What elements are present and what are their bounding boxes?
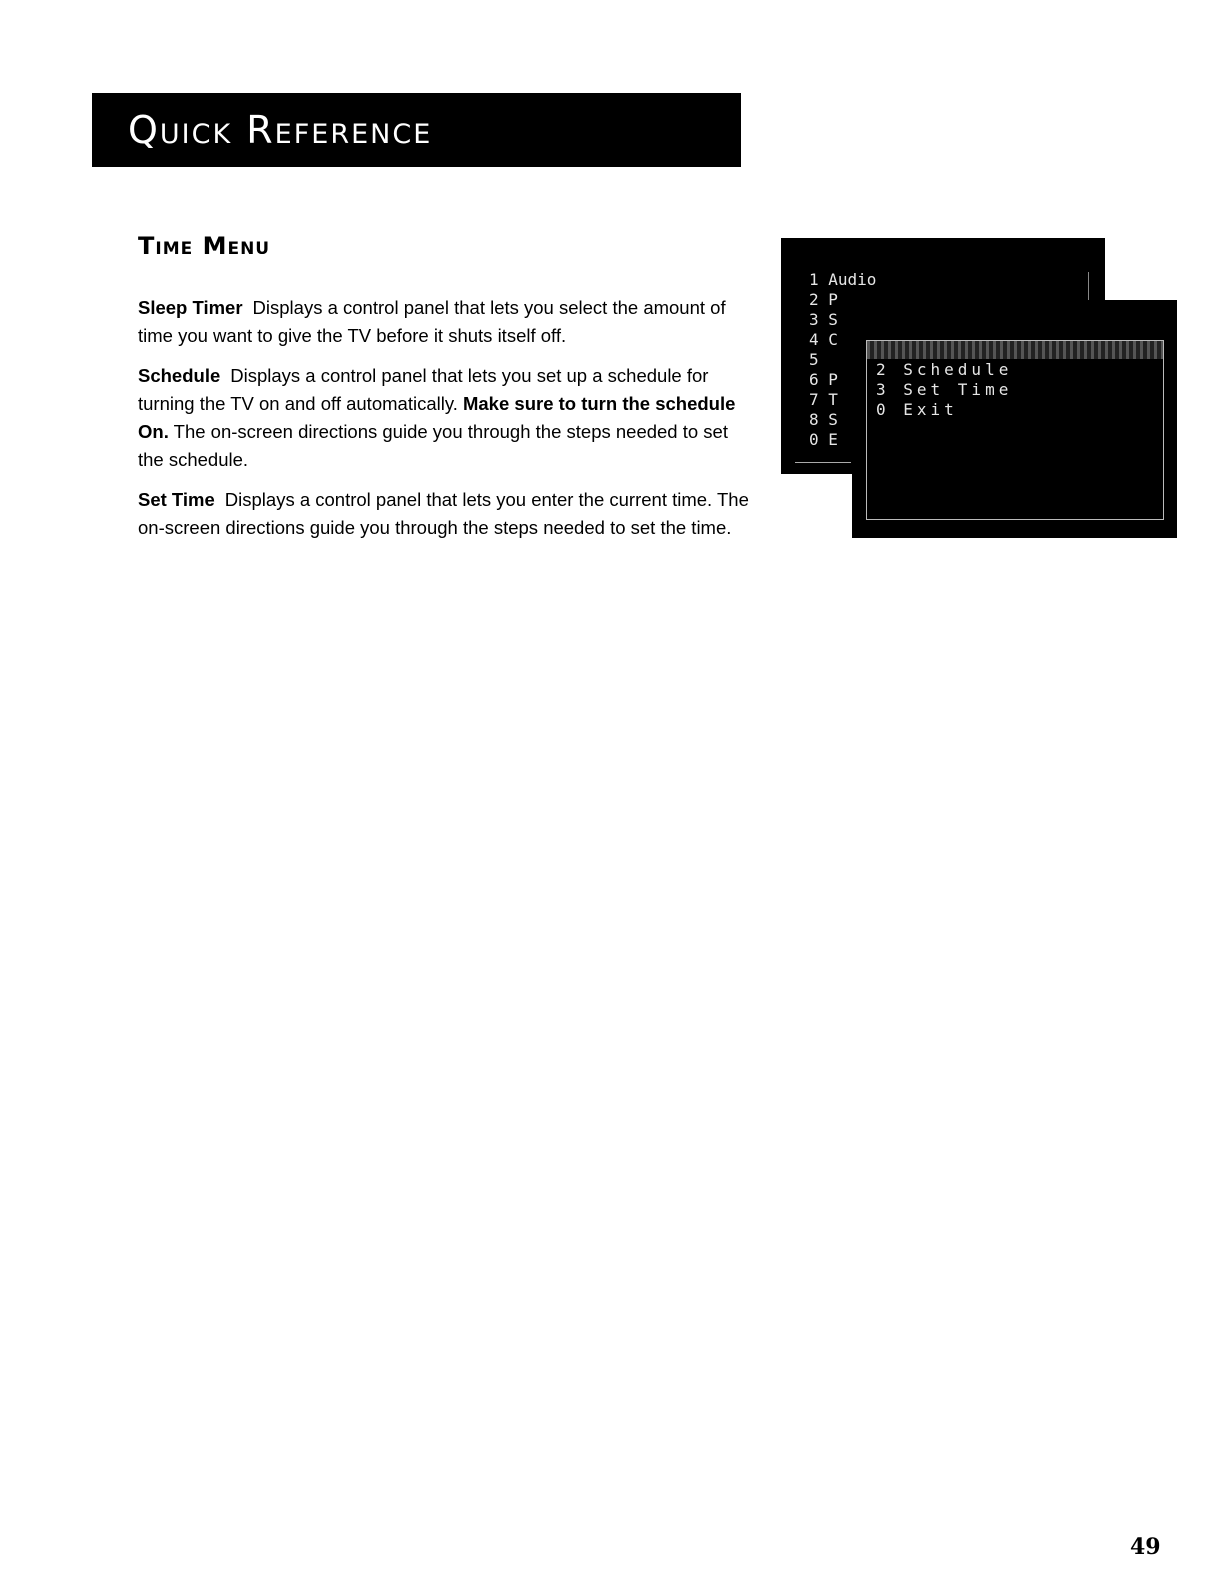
entry-description: Displays a control panel that lets you enter the current time. The on-screen directions guide you through the steps needed to set the time. [138, 489, 749, 538]
entry-description-continued: The on-screen directions guide you through the steps needed to set the schedule. [138, 421, 728, 470]
tv-menu-item: 5 [809, 350, 819, 369]
entry-set-time [138, 486, 753, 542]
page-number: 49 [1130, 1534, 1161, 1560]
tv-menu-item: 0 E [809, 430, 838, 449]
tv-submenu-item: 2 Schedule [876, 360, 1013, 379]
header-band [92, 93, 741, 167]
page-header-title: Quick Reference [128, 108, 433, 152]
entry-emphasis: Make sure to turn the schedule On. [138, 393, 736, 442]
tv-menu-item: 2 P [809, 290, 838, 309]
tv-submenu-list [876, 360, 1012, 420]
menu-scroll-rail [1088, 272, 1089, 300]
tv-menu-item: 7 T [809, 390, 838, 409]
entry-sleep-timer [138, 294, 753, 350]
entry-description: Displays a control panel that lets you select the amount of time you want to give the TV before it shuts itself off. [138, 297, 726, 346]
tv-menu-item: 4 C [809, 330, 838, 349]
tv-submenu-item: 3 Set Time [876, 380, 1013, 399]
entry-term: Schedule [138, 365, 221, 386]
entry-term: Sleep Timer [138, 297, 243, 318]
entry-term: Set Time [138, 489, 215, 510]
tv-menu-item: 6 P [809, 370, 838, 389]
entry-schedule [138, 362, 753, 474]
submenu-highlight-bar [867, 341, 1163, 359]
tv-submenu-item: 0 Exit [876, 400, 958, 419]
content-body [138, 294, 753, 554]
tv-menu-item: 1 Audio [809, 270, 877, 289]
tv-time-submenu-screen [852, 300, 1177, 538]
entry-description: Displays a control panel that lets you set up a schedule for turning the TV on and off automatically. [138, 365, 709, 414]
menu-underline [795, 462, 851, 463]
tv-menu-item: 8 S [809, 410, 838, 429]
section-title: Time Menu [138, 232, 271, 260]
tv-menu-item: 3 S [809, 310, 838, 329]
